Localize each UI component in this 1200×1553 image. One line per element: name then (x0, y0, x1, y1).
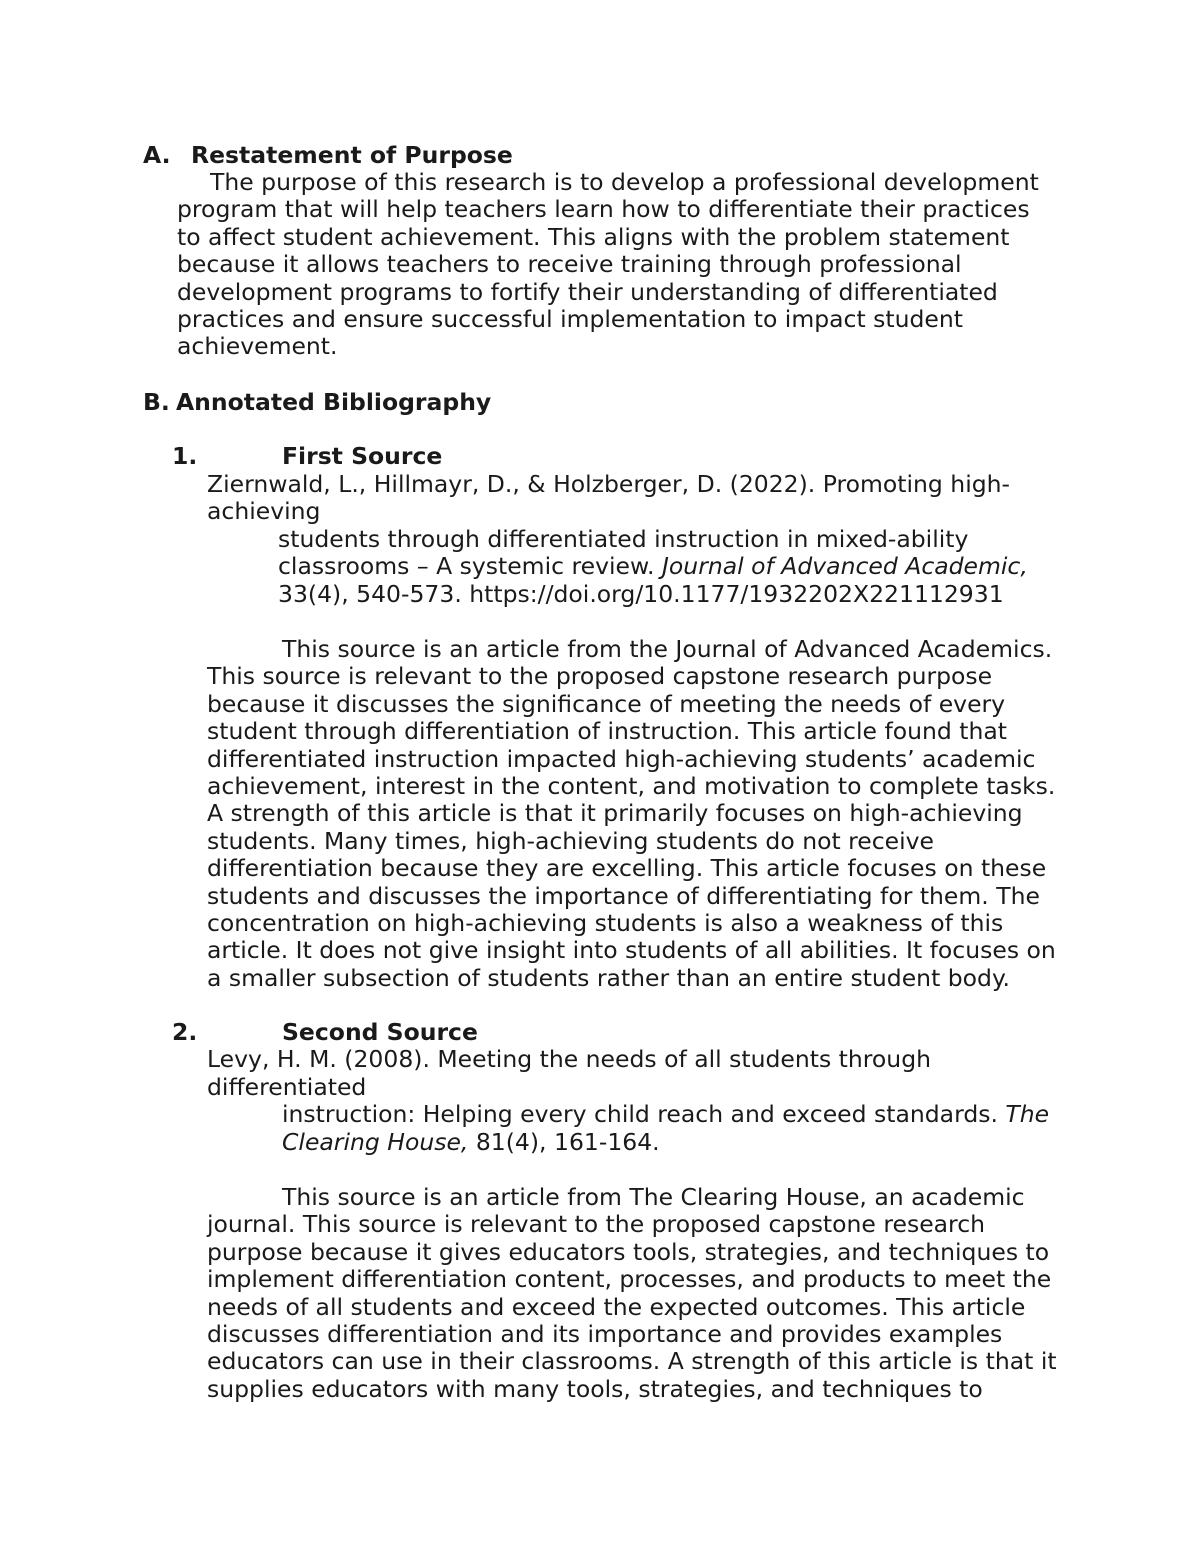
source-2-citation-line-1: Levy, H. M. (2008). Meeting the needs of all students through (207, 1045, 932, 1073)
source-1-citation-line-5: 33(4), 540-573. https://doi.org/10.1177/1932202X221112931 (278, 580, 1004, 608)
source-2-annotation: This source is an article from The Clearing House, an academic journal. This source is relevant to the proposed capstone research purpose because it gives educators tools, strategies, and techniques to implement differentiation content, processes, and products to meet the needs of all students and exceed the expected outcomes. This article discusses differentiation and its importance and provides examples educators can use in their classrooms. A strength of this article is that it supplies educators with many tools, strategies, and techniques to (207, 1183, 1057, 1403)
source-2-citation-line-4 (282, 1129, 660, 1156)
source-2-citation-line-3 (282, 1101, 1049, 1128)
source-1-citation-line-3: students through differentiated instruction in mixed-ability (278, 525, 969, 553)
source-2-citation-line-2: differentiated (207, 1073, 367, 1101)
source-2-heading (172, 1019, 478, 1046)
source-1-annotation: This source is an article from the Journal of Advanced Academics. This source is relevant to the proposed capstone research purpose because it discusses the significance of meeting the needs of every student through differentiation of instruction. This article found that differentiated instruction impacted high-achieving students’ academic achievement, interest in the content, and motivation to complete tasks. A strength of this article is that it primarily focuses on high-achieving students. Many times, high-achieving students do not receive differentiation because they are excelling. This article focuses on these students and discusses the importance of differentiating for them. The concentration on high-achieving students is also a weakness of this article. It does not give insight into students of all abilities. It focuses on a smaller subsection of students rather than an entire student body. (207, 635, 1056, 992)
source-2-number: 2. (172, 1018, 198, 1046)
source-1-number: 1. (172, 442, 198, 470)
section-b-heading (143, 389, 491, 416)
section-a-heading (143, 142, 513, 169)
source-1-heading (172, 443, 442, 470)
purpose-paragraph: The purpose of this research is to develop a professional development program that will help teachers learn how to differentiate their practices to affect student achievement. This aligns with the problem statement because it allows teachers to receive training through professional development programs to fortify their understanding of differentiated practices and ensure successful implementation to impact student achievement. (177, 168, 1039, 361)
section-a-title: Restatement of Purpose (191, 141, 513, 169)
source-1-title: First Source (282, 442, 443, 470)
source-2-citation-title: instruction: Helping every child reach and exceed standards. (282, 1100, 1006, 1128)
source-1-citation-line-4 (278, 553, 1028, 580)
source-2-journal-name-part-2: Clearing House, (282, 1128, 469, 1156)
source-2-title: Second Source (282, 1018, 478, 1046)
section-b-title: Annotated Bibliography (176, 388, 492, 416)
source-1-citation-title: classrooms – A systemic review. (278, 552, 662, 580)
section-b-letter: B. (143, 388, 170, 416)
source-1-journal-name: Journal of Advanced Academic, (662, 552, 1028, 580)
source-2-citation-details: 81(4), 161-164. (468, 1128, 660, 1156)
source-2-journal-name-part-1: The (1005, 1100, 1050, 1128)
source-1-citation-line-1: Ziernwald, L., Hillmayr, D., & Holzberger, D. (2022). Promoting high- (207, 470, 1011, 498)
section-a-letter: A. (143, 141, 171, 169)
source-1-citation-line-2: achieving (207, 497, 321, 525)
